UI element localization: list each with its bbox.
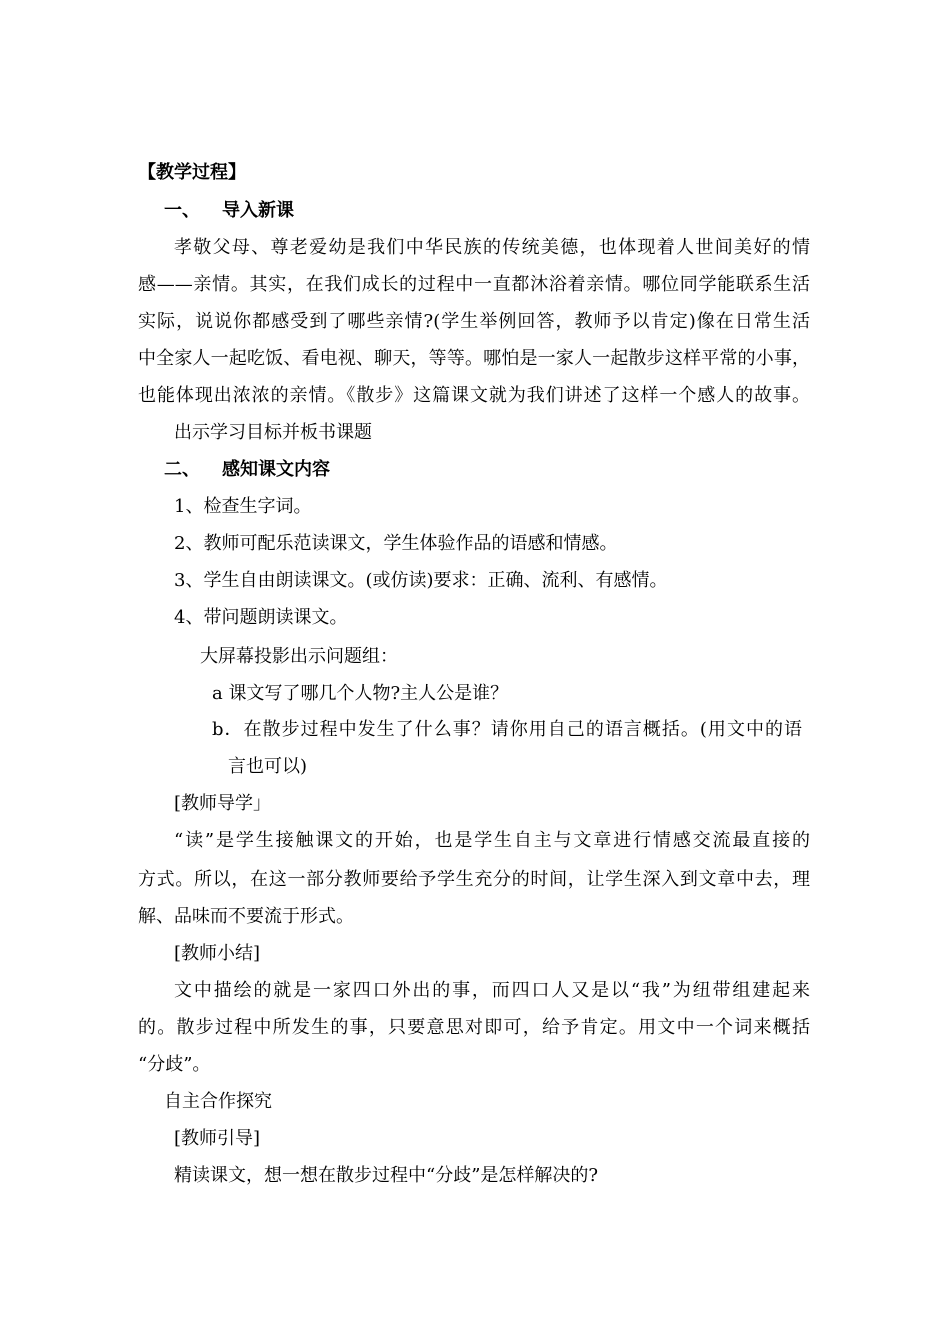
- step-1: 1、检查生字词。: [174, 496, 312, 517]
- question-b-line-1: b．在散步过程中发生了什么事？请你用自己的语言概括。(用文中的语: [212, 719, 802, 740]
- summary-line-1: 文中描绘的就是一家四口外出的事，而四口人又是以“我”为纽带组建起来: [174, 980, 810, 1001]
- step-4: 4、带问题朗读课文。: [174, 607, 348, 628]
- summary-line-2: 的。散步过程中所发生的事，只要意思对即可，给予肯定。用文中一个词来概括: [138, 1017, 810, 1038]
- intro-line-2: 感——亲情。其实，在我们成长的过程中一直都沐浴着亲情。哪位同学能联系生活: [138, 274, 810, 295]
- step-3: 3、学生自由朗读课文。(或仿读)要求：正确、流利、有感情。: [174, 570, 668, 591]
- perceive-heading: [164, 458, 836, 482]
- intro-heading: [164, 199, 836, 223]
- perceive-number: 二、: [164, 459, 200, 480]
- guide-label: [教师导学」: [174, 793, 272, 814]
- perceive-title: 感知课文内容: [222, 459, 330, 480]
- intro-number: 一、: [164, 200, 200, 221]
- explore-heading: 自主合作探究: [164, 1091, 272, 1112]
- summary-line-3: “分歧”。: [138, 1054, 211, 1075]
- summary-label: [教师小结]: [174, 943, 261, 964]
- intro-line-1: 孝敬父母、尊老爱幼是我们中华民族的传统美德，也体现着人世间美好的情: [174, 237, 810, 258]
- intro-title: 导入新课: [222, 200, 294, 221]
- guide-line-2: 方式。所以，在这一部分教师要给予学生充分的时间，让学生深入到文章中去，理: [138, 869, 810, 890]
- intro-line-5: 也能体现出浓浓的亲情。《散步》这篇课文就为我们讲述了这样一个感人的故事。: [138, 385, 810, 406]
- question-b-line-2: 言也可以): [228, 756, 308, 777]
- guide-line-1: “读”是学生接触课文的开始，也是学生自主与文章进行情感交流最直接的: [174, 830, 810, 851]
- explore-line: 精读课文，想一想在散步过程中“分歧”是怎样解决的?: [174, 1165, 599, 1186]
- projection-note: 大屏幕投影出示问题组：: [200, 646, 398, 667]
- question-a: a 课文写了哪几个人物?主人公是谁？: [212, 683, 509, 704]
- guide-line-3: 解、品味而不要流于形式。: [138, 906, 354, 927]
- step-2: 2、教师可配乐范读课文，学生体验作品的语感和情感。: [174, 533, 618, 554]
- intro-note: 出示学习目标并板书课题: [174, 422, 372, 443]
- intro-line-3: 实际，说说你都感受到了哪些亲情?(学生举例回答，教师予以肯定)像在日常生活: [138, 311, 810, 332]
- section-title: 【教学过程】: [138, 162, 246, 183]
- intro-line-4: 中全家人一起吃饭、看电视、聊天，等等。哪怕是一家人一起散步这样平常的小事，: [138, 348, 810, 369]
- explore-label: [教师引导]: [174, 1128, 261, 1149]
